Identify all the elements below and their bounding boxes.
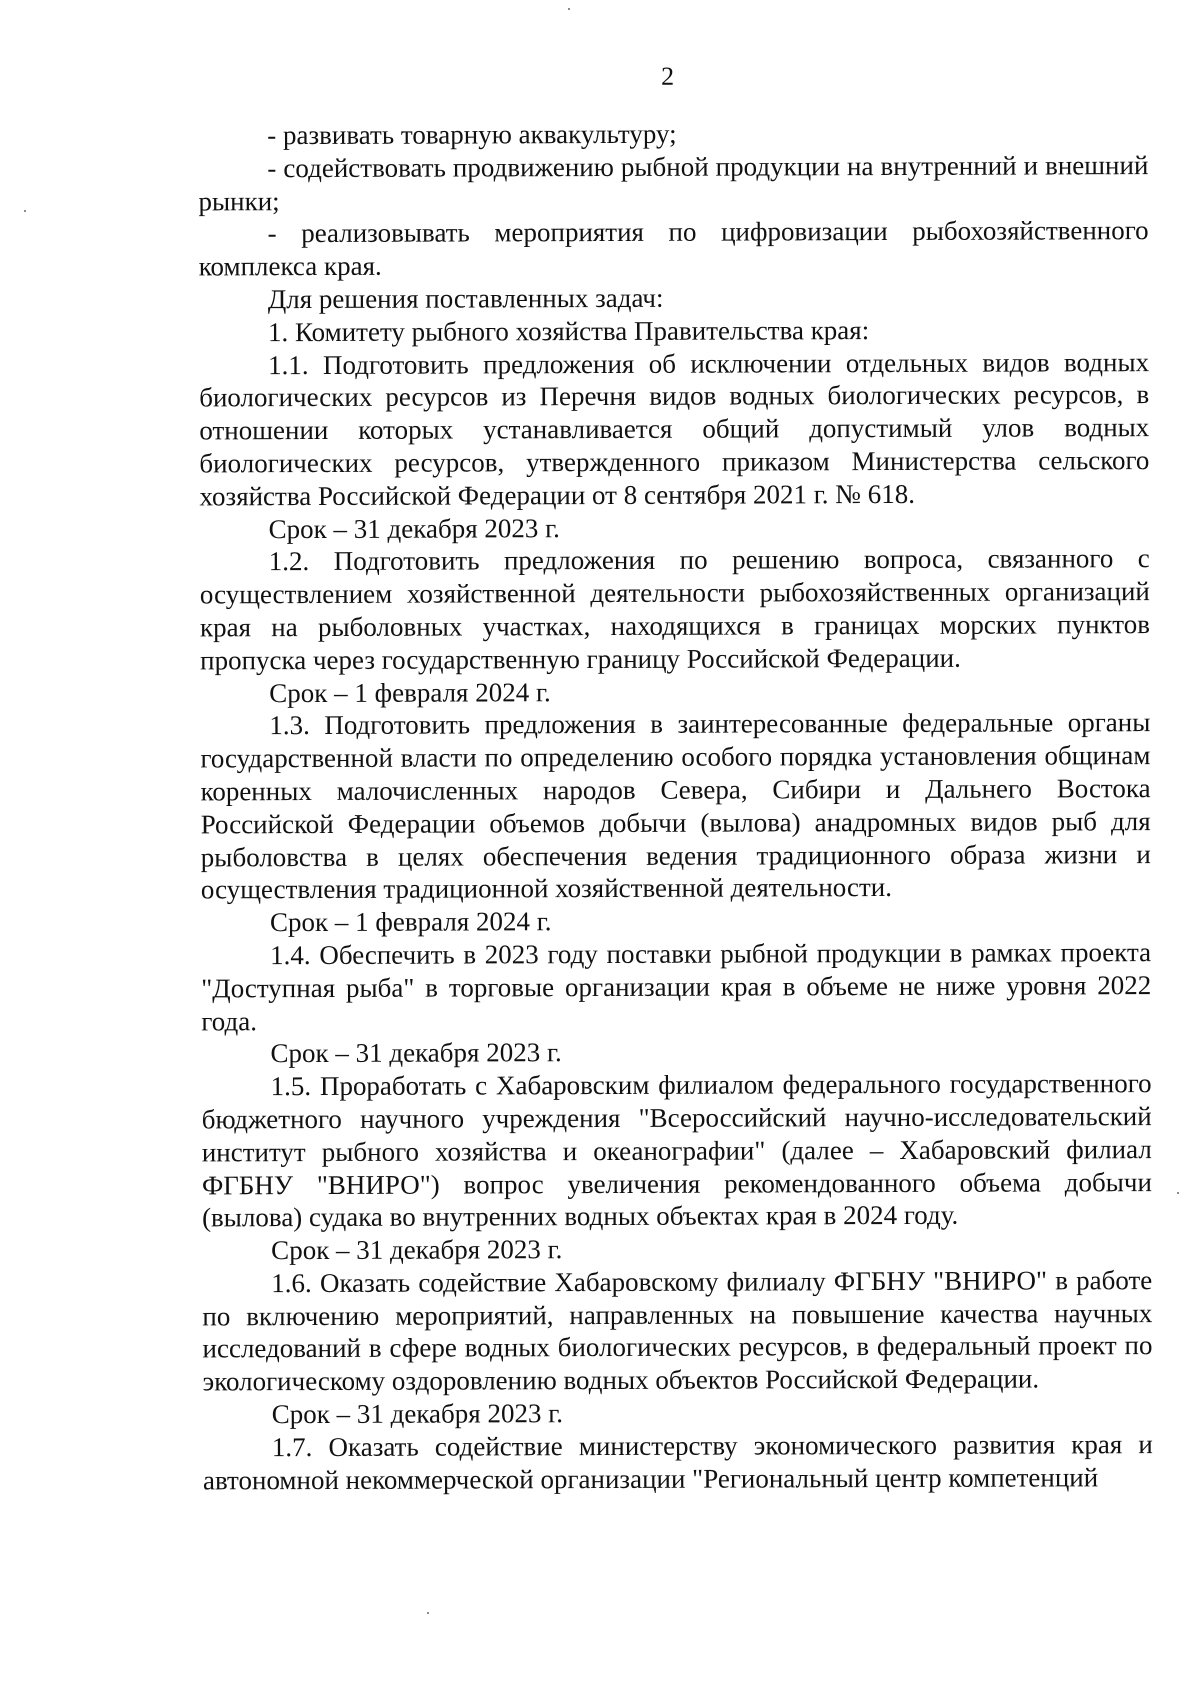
page-number: 2 — [661, 61, 675, 91]
paragraph-develop-aquaculture: - развивать товарную аквакультуру; — [267, 118, 677, 151]
deadline-item-1-1: Срок – 31 декабря 2023 г. — [268, 512, 560, 544]
paragraph-tasks-intro: Для решения поставленных задач: — [267, 282, 664, 315]
scan-speck — [1177, 1192, 1179, 1194]
deadline-item-1-6: Срок – 31 декабря 2023 г. — [271, 1398, 564, 1430]
deadline-item-1-3: Срок – 1 февраля 2024 г. — [269, 906, 552, 938]
paragraph-item-1-2: 1.2. Подготовить предложения по решению вопроса, связанного с осуществлением хозяйственной деятельности рыбохозяйственных организаций края на рыболовных участках, находящихся в границах морских пунктов пропуска через государственную границу Российской Федерации. — [199, 543, 1151, 676]
scan-speck — [427, 1612, 429, 1614]
paragraph-digitalization: - реализовывать мероприятия по цифровизации рыбохозяйственного комплекса края. — [198, 215, 1149, 282]
paragraph-item-1-1: 1.1. Подготовить предложения об исключении отдельных видов водных биологических ресурсов из Перечня видов водных биологических ресурсов, в отношении которых устанавливается общий допустимый улов водных биологических ресурсов, утвержденного приказом Министерства сельского хозяйства Российской Федерации от 8 сентября 2021 г. № 618. — [199, 346, 1150, 512]
deadline-item-1-4: Срок – 31 декабря 2023 г. — [270, 1037, 562, 1069]
paragraph-item-1-6: 1.6. Оказать содействие Хабаровскому филиалу ФГБНУ "ВНИРО" в работе по включению мероприятий, направленных на повышение качества научных исследований в сфере водных биологических ресурсов, в федеральный проект по экологическому оздоровлению водных объектов Российской Федерации. — [202, 1264, 1153, 1397]
scan-speck — [24, 210, 26, 212]
paragraph-item-1-4: 1.4. Обеспечить в 2023 году поставки рыбной продукции в рамках проекта "Доступная рыба" в торговые организации края в объеме не ниже уровня 2022 года. — [201, 937, 1152, 1036]
deadline-item-1-5: Срок – 31 декабря 2023 г. — [271, 1234, 563, 1266]
document-body — [198, 116, 1153, 1497]
paragraph-item-1-7: 1.7. Оказать содействие министерству экономического развития края и автономной некоммерческой организации "Региональный центр компетенций — [202, 1428, 1153, 1496]
paragraph-item-1: 1. Комитету рыбного хозяйства Правительства края: — [267, 314, 870, 347]
paragraph-item-1-5: 1.5. Проработать с Хабаровским филиалом федерального государственного бюджетного научного учреждения "Всероссийский научно-исследовательский институт рыбного хозяйства и океанографии" (далее – Хабаровский филиал ФГБНУ "ВНИРО") вопрос увеличения рекомендованного объема добычи (вылова) судака во внутренних водных объектах края в 2024 году. — [201, 1068, 1152, 1233]
paragraph-item-1-3: 1.3. Подготовить предложения в заинтересованные федеральные органы государственной власти по определению особого порядка установления общинам коренных малочисленных народов Севера, Сибири и Дальнего Востока Российской Федерации объемов добычи (вылова) анадромных видов рыб для рыболовства в целях обеспечения ведения традиционного образа жизни и осуществления традиционной хозяйственной деятельности. — [200, 707, 1151, 905]
paragraph-promote-fish-products: - содействовать продвижению рыбной продукции на внутренний и внешний рынки; — [198, 149, 1149, 216]
deadline-item-1-2: Срок – 1 февраля 2024 г. — [269, 676, 551, 708]
scan-speck — [568, 8, 570, 10]
